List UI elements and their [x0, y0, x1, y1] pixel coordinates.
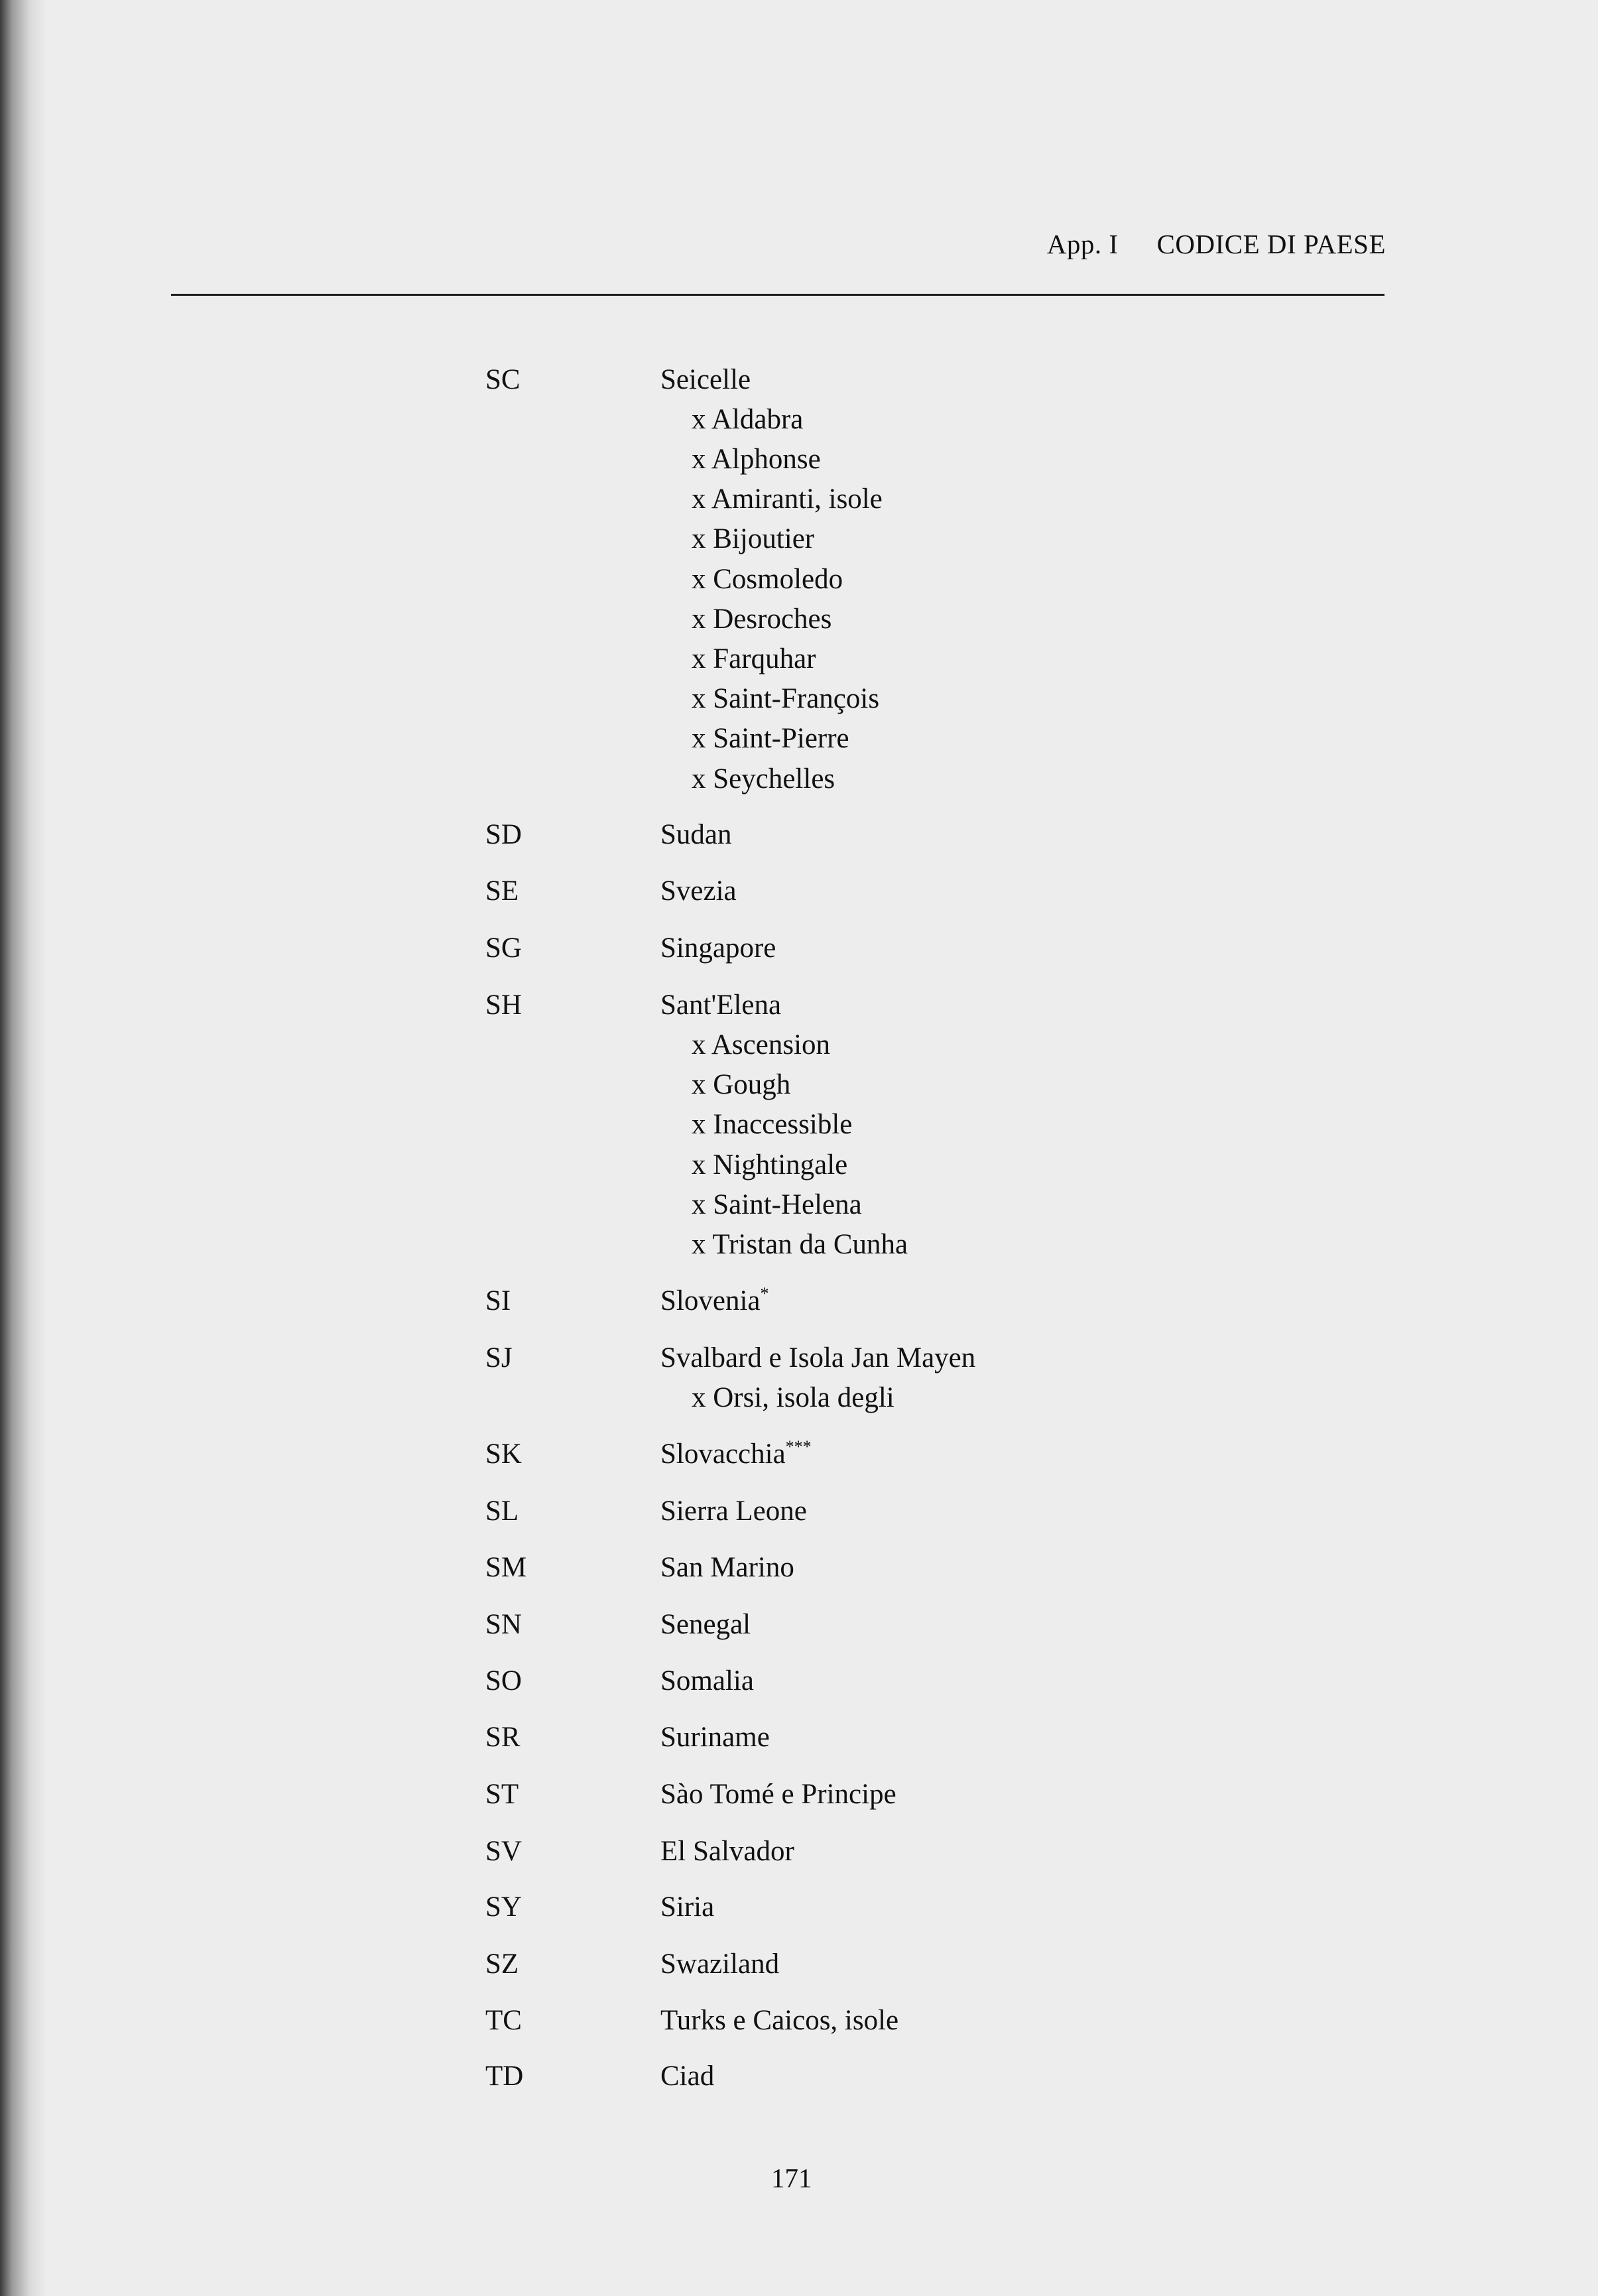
page-number: 171 — [771, 2163, 812, 2193]
country-name: El Salvador — [660, 1836, 794, 1867]
country-code: SN — [485, 1609, 522, 1640]
cross-reference-entry: x Nightingale — [692, 1149, 848, 1180]
country-name-entry — [660, 1341, 975, 1375]
country-name: Senegal — [660, 1609, 751, 1640]
country-code: SR — [485, 1722, 521, 1753]
country-name: Sant'Elena — [660, 989, 782, 1021]
footnote-marker: * — [760, 1284, 769, 1303]
country-name: Suriname — [660, 1722, 770, 1753]
country-code: SD — [485, 819, 522, 850]
country-name: Slovacchia — [660, 1438, 786, 1470]
country-name: Swaziland — [660, 1948, 780, 1980]
country-code: SZ — [485, 1948, 519, 1980]
country-name: Siria — [660, 1891, 715, 1923]
country-name-entry — [660, 988, 781, 1023]
cross-reference-entry: x Seychelles — [692, 763, 835, 795]
country-code: SY — [485, 1891, 522, 1923]
country-name: Svezia — [660, 875, 737, 907]
appendix-label: App. I — [1046, 229, 1119, 259]
country-name-entry — [660, 931, 776, 966]
country-code: SE — [485, 875, 519, 907]
cross-reference-entry: x Aldabra — [692, 404, 804, 435]
country-name: San Marino — [660, 1552, 794, 1583]
cross-reference-entry: x Alphonse — [692, 444, 821, 475]
country-name: Turks e Caicos, isole — [660, 2005, 899, 2036]
country-code: SM — [485, 1552, 527, 1583]
country-name-entry — [660, 1284, 768, 1318]
country-name-entry — [660, 2004, 898, 2038]
cross-reference-entry: x Ascension — [692, 1029, 831, 1060]
cross-reference-entry: x Tristan da Cunha — [692, 1229, 908, 1260]
country-code: SO — [485, 1665, 522, 1696]
country-name-entry — [660, 818, 732, 852]
cross-reference-entry: x Saint-Helena — [692, 1189, 862, 1220]
country-name-entry — [660, 1777, 896, 1812]
country-name-entry — [660, 1947, 779, 1982]
cross-reference-entry: x Orsi, isola degli — [692, 1382, 894, 1413]
country-code: SC — [485, 364, 521, 395]
country-name-entry — [660, 1664, 754, 1698]
country-name: Svalbard e Isola Jan Mayen — [660, 1342, 976, 1373]
country-code: SJ — [485, 1342, 513, 1373]
cross-reference-entry: x Amiranti, isole — [692, 483, 883, 515]
country-code: ST — [485, 1779, 519, 1810]
country-code: SG — [485, 932, 522, 964]
country-code: TD — [485, 2061, 524, 2092]
footnote-marker: *** — [785, 1437, 812, 1456]
country-name-entry — [660, 1720, 770, 1755]
cross-reference-entry: x Inaccessible — [692, 1109, 853, 1140]
country-name-entry — [660, 874, 737, 909]
cross-reference-entry: x Gough — [692, 1069, 791, 1100]
country-code: TC — [485, 2005, 522, 2036]
cross-reference-entry: x Desroches — [692, 604, 832, 635]
country-name-entry — [660, 1494, 807, 1529]
cross-reference-entry: x Farquhar — [692, 643, 816, 674]
country-code: SI — [485, 1285, 511, 1316]
country-code: SK — [485, 1438, 522, 1470]
section-title: CODICE DI PAESE — [1156, 229, 1386, 259]
cross-reference-entry: x Saint-Pierre — [692, 723, 849, 754]
country-name-entry — [660, 363, 751, 397]
country-name: Slovenia — [660, 1285, 761, 1316]
country-name-entry — [660, 2059, 714, 2094]
country-name-entry — [660, 1608, 751, 1642]
country-name: Seicelle — [660, 364, 751, 395]
country-name-entry — [660, 1834, 794, 1869]
country-name: Sierra Leone — [660, 1496, 807, 1527]
country-name: Sào Tomé e Principe — [660, 1779, 896, 1810]
cross-reference-entry: x Bijoutier — [692, 523, 815, 554]
country-name-entry — [660, 1551, 794, 1585]
country-name: Singapore — [660, 932, 776, 964]
country-name-entry — [660, 1890, 714, 1925]
country-name-entry — [660, 1437, 812, 1472]
country-code: SH — [485, 989, 522, 1021]
country-name: Ciad — [660, 2061, 715, 2092]
cross-reference-entry: x Saint-François — [692, 683, 880, 714]
cross-reference-entry: x Cosmoledo — [692, 564, 843, 595]
country-code: SL — [485, 1496, 519, 1527]
country-name: Somalia — [660, 1665, 754, 1696]
country-name: Sudan — [660, 819, 732, 850]
country-code: SV — [485, 1836, 522, 1867]
